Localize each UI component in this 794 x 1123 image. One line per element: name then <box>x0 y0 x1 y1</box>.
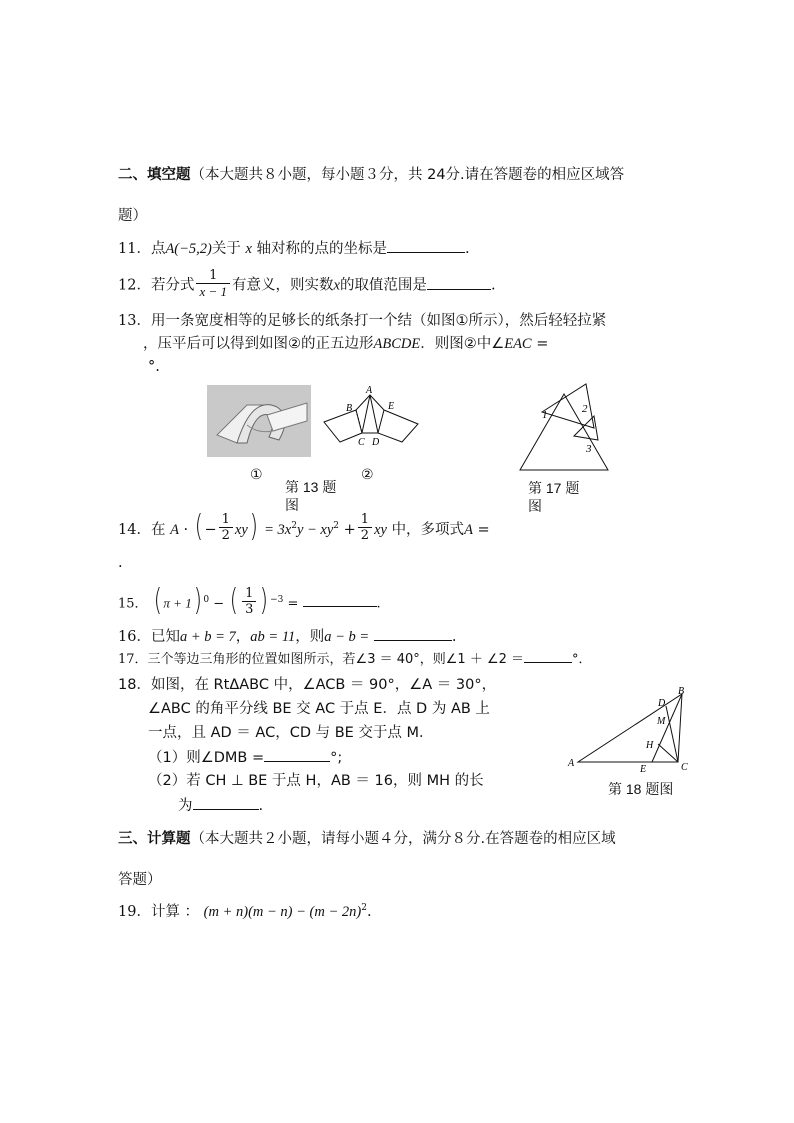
q12-answer-blank[interactable] <box>427 275 491 290</box>
q11-axis: x <box>245 241 252 257</box>
q19-end: . <box>366 903 372 920</box>
q14-end: . <box>118 555 123 571</box>
q19-text: 计算 ： <box>150 903 200 920</box>
figure-13-caption-1: 第 13 题 <box>285 479 337 495</box>
q14-exp-1: 2 <box>291 521 297 531</box>
q14-eq: = 3x <box>264 521 292 538</box>
q15-exp: −3 <box>270 595 284 605</box>
figure-1-label: ① <box>250 466 263 482</box>
q14-xy-2: xy <box>374 521 387 538</box>
section-2-heading <box>118 165 624 185</box>
q14-xy: xy <box>234 521 248 538</box>
figure-2-label: ② <box>361 466 374 482</box>
fig18-label-e: E <box>640 764 647 772</box>
q15-exp-0: 0 <box>203 595 210 605</box>
fig18-label-m: M <box>657 716 666 727</box>
q18-sub-2: （2）若 CH ⊥ BE 于点 H，AB ＝ 16，则 MH 的长 <box>148 773 484 789</box>
section-3-title: 三、计算题 <box>118 831 191 847</box>
q14-fraction-2 <box>358 512 372 543</box>
q14-text-b: 中，多项式 <box>391 521 465 538</box>
fig17-mark-2: 2 <box>582 403 588 415</box>
q16-expr-2: ab = 11 <box>250 629 296 645</box>
question-11 <box>118 238 470 259</box>
right-triangle-figure <box>566 684 694 772</box>
q17-number: 17． <box>118 652 148 667</box>
q17-end: °． <box>572 652 592 667</box>
figure-13-caption-2: 图 <box>285 497 299 513</box>
question-19 <box>118 895 372 925</box>
q14-text-a: 在 <box>150 521 166 538</box>
q15-paren-close-2: ) <box>260 582 269 618</box>
fig18-label-d: D <box>658 698 666 709</box>
q14-frac1-den: 2 <box>221 528 230 544</box>
section-3-note-cont: 答题） <box>118 872 162 888</box>
q15-frac-den: 3 <box>245 602 254 618</box>
q18-sub1-end: °; <box>330 750 343 766</box>
q18-sub2-text: 为 <box>178 798 193 814</box>
section-3-heading <box>118 829 616 849</box>
q15-frac-num: 1 <box>242 586 256 602</box>
fig17-mark-1: 1 <box>542 409 548 421</box>
figure-17-caption-2: 图 <box>528 498 542 514</box>
figure-17-caption-1: 第 17 题 <box>528 480 580 496</box>
knot-photo-figure <box>207 385 311 457</box>
q15-paren-open-2: ( <box>230 582 239 618</box>
fig18-label-c: C <box>681 762 688 772</box>
fig18-label-a: A <box>568 758 575 769</box>
q12-frac-num: 1 <box>196 268 230 284</box>
figure-18-caption: 第 18 题图 <box>608 781 674 797</box>
q14-plus: + <box>343 521 356 538</box>
q16-expr-3: a − b = <box>324 629 370 645</box>
question-15 <box>118 582 381 622</box>
q12-number: 12． <box>118 277 151 294</box>
q15-fraction <box>242 586 256 617</box>
q11-answer-blank[interactable] <box>387 238 465 253</box>
q11-text-c: 轴对称的点的坐标是 <box>256 241 388 257</box>
q18-number: 18． <box>118 677 151 693</box>
q18-sub-1 <box>148 747 342 768</box>
q14-frac1-num: 1 <box>219 512 233 528</box>
q13-text-1: 用一条宽度相等的足够长的纸条打一个结（如图①所示），然后轻轻拉紧 <box>150 313 607 329</box>
question-14: 14．在 A · ( − $\frac{1}{2}$ $xy) = 3x^2y - xy^2$ + $\frac{1}{2}$ xy 中，多项式A = <box>118 508 490 544</box>
q14-a2: A <box>464 521 473 538</box>
q16-text-2: ，则 <box>295 629 325 645</box>
fig2-label-c: C <box>358 437 365 448</box>
q16-sep: ， <box>235 629 251 645</box>
q17-text: 三个等边三角形的位置如图所示，若∠3 ＝ 40°，则∠1 ＋ ∠2 ＝ <box>147 652 525 667</box>
q18-sub2-blank[interactable] <box>193 795 259 810</box>
q15-minus: − <box>213 596 225 612</box>
question-12 <box>118 270 496 301</box>
q13-text-2c: = <box>531 336 549 352</box>
fig18-label-h: H <box>646 740 654 751</box>
pentagon-figure <box>320 382 422 458</box>
q18-sub1-text: （1）则∠DMB = <box>148 750 265 766</box>
q14-paren-close: ) <box>249 508 258 544</box>
q13-text-2b: ．则图②中∠ <box>420 336 505 352</box>
section-3-note: （本大题共２小题，请每小题４分，满分８分.在答题卷的相应区域 <box>190 831 616 847</box>
q13-degree: °. <box>148 359 160 375</box>
fig17-mark-3: 3 <box>586 443 592 455</box>
question-13-line-2 <box>143 334 548 354</box>
q13-angle: EAC <box>504 336 532 352</box>
q16-expr-1: a + b = 7 <box>179 629 236 645</box>
q12-text-c: 的取值范围是 <box>339 277 427 294</box>
q19-exp: 2 <box>361 903 367 913</box>
section-2-note: （本大题共８小题，每小题３分，共 24分.请在答题卷的相应区域答 <box>190 167 625 183</box>
q14-rest: y − xy <box>296 521 334 538</box>
q18-text-3: 一点，且 AD ＝ AC，CD 与 BE 交于点 M． <box>148 725 434 741</box>
fig2-label-a: A <box>366 385 373 396</box>
question-13-line-1 <box>118 311 606 331</box>
q16-number: 16． <box>118 629 151 645</box>
three-triangles-figure <box>512 382 616 474</box>
q16-end: . <box>451 629 457 645</box>
q14-eq2: = <box>477 521 490 538</box>
question-17 <box>118 648 592 670</box>
q15-answer-blank[interactable] <box>303 592 377 607</box>
q18-sub-2-cont <box>178 795 263 816</box>
q15-base: π + 1 <box>163 595 192 611</box>
q13-number: 13． <box>118 313 151 329</box>
q17-answer-blank[interactable] <box>524 648 572 663</box>
q12-var: x <box>333 277 340 294</box>
q19-expression: (m + n)(m − n) − (m − 2n) <box>203 903 362 920</box>
q16-answer-blank[interactable] <box>374 626 452 641</box>
q13-pentagon: ABCDE <box>373 336 421 352</box>
q12-end: . <box>490 277 496 294</box>
q12-frac-den: x − 1 <box>199 284 227 299</box>
question-16 <box>118 626 456 647</box>
q11-end: . <box>465 241 470 257</box>
q14-fraction-1 <box>219 512 233 543</box>
q18-text-2: ∠ABC 的角平分线 BE 交 AC 于点 E．点 D 为 AB 上 <box>148 701 490 717</box>
q11-point: A(−5,2) <box>165 241 212 257</box>
fig2-label-e: E <box>388 401 395 412</box>
q16-text: 已知 <box>150 629 180 645</box>
fig2-label-d: D <box>372 437 380 448</box>
q14-frac2-den: 2 <box>360 528 370 544</box>
q11-text-b: 关于 <box>211 241 241 257</box>
q18-sub2-end: . <box>258 798 264 814</box>
q14-a1: A <box>170 521 179 538</box>
section-2-title: 二、填空题 <box>118 167 191 183</box>
q14-number: 14． <box>118 521 151 538</box>
section-2-note-cont: 题） <box>118 208 147 224</box>
q11-text-a: 点 <box>150 241 166 257</box>
fig18-label-b: B <box>678 686 685 697</box>
q19-number: 19． <box>118 903 151 920</box>
q13-text-2a: ，压平后可以得到如图②的正五边形 <box>143 336 374 352</box>
q15-paren-open: ( <box>153 582 162 618</box>
question-18-line-1 <box>118 675 496 695</box>
q12-text-b: 有意义，则实数 <box>232 277 334 294</box>
q12-fraction <box>196 268 230 299</box>
q15-end: . <box>376 596 381 612</box>
q15-eq: = <box>287 596 299 612</box>
q15-paren-close: ) <box>193 582 202 618</box>
q15-number: 15． <box>118 596 148 612</box>
fig2-label-b: B <box>346 403 353 414</box>
q14-exp-2: 2 <box>333 521 340 531</box>
q14-paren-open: ( <box>194 508 203 544</box>
q12-text-a: 若分式 <box>150 277 195 294</box>
q18-sub1-blank[interactable] <box>264 747 330 762</box>
q18-text-1: 如图，在 RtΔABC 中，∠ACB ＝ 90°，∠A ＝ 30°， <box>150 677 497 693</box>
q11-number: 11． <box>118 241 151 257</box>
q14-frac2-num: 1 <box>358 512 372 528</box>
